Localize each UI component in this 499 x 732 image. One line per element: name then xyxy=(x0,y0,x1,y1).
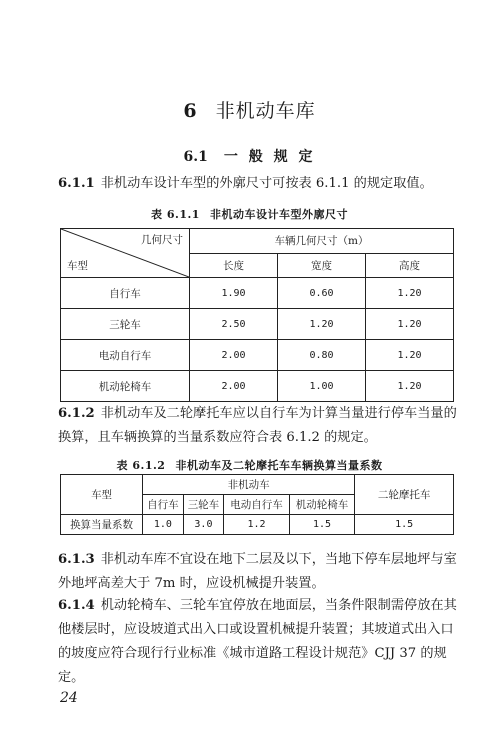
clause-text: 非机动车设计车型的外廓尺寸可按表 6.1.1 的规定取值。 xyxy=(100,176,433,191)
table-6-1-2 xyxy=(60,474,454,535)
cell-height: 1.20 xyxy=(366,278,454,309)
cell-height: 1.20 xyxy=(366,340,454,371)
clause-number: 6.1.2 xyxy=(58,406,95,421)
row-type: 电动自行车 xyxy=(61,340,190,371)
cell-bicycle: 1.0 xyxy=(143,515,184,535)
chapter-name: 非机动车库 xyxy=(215,100,316,122)
row-type: 机动轮椅车 xyxy=(61,371,190,402)
section-title xyxy=(0,146,499,166)
table-row xyxy=(61,278,454,309)
section-number: 6.1 xyxy=(183,149,208,165)
col-header-ebike: 电动自行车 xyxy=(224,495,290,515)
clause-text: 非机动车库不宜设在地下二层及以下，当地下停车层地坪与室外地坪高差大于 7m 时，应设机械提升装置。 xyxy=(58,552,457,591)
group-header: 非机动车 xyxy=(143,475,355,495)
cell-height: 1.20 xyxy=(366,371,454,402)
row-header-type: 车型 xyxy=(61,475,143,515)
clause-6-1-4 xyxy=(58,594,458,690)
section-name: 一 般 规 定 xyxy=(223,149,316,165)
cell-tricycle: 3.0 xyxy=(183,515,224,535)
group-header: 车辆几何尺寸（m） xyxy=(190,229,454,254)
clause-6-1-3 xyxy=(58,548,458,596)
clause-6-1-1 xyxy=(58,172,458,196)
cell-height: 1.20 xyxy=(366,309,454,340)
row-type: 自行车 xyxy=(61,278,190,309)
cell-wheelchair: 1.5 xyxy=(289,515,355,535)
clause-6-1-2 xyxy=(58,402,458,450)
col-header-height: 高度 xyxy=(366,253,454,278)
clause-text: 机动轮椅车、三轮车宜停放在地面层，当条件限制需停放在其他楼层时，应设坡道式出入口或设置机械提升装置；其坡道式出入口的坡度应符合现行行业标准《城市道路工程设计规范》CJJ 37 的规定。 xyxy=(58,598,457,685)
col-header-width: 宽度 xyxy=(278,253,366,278)
row-type: 三轮车 xyxy=(61,309,190,340)
cell-width: 1.00 xyxy=(278,371,366,402)
col-header-bicycle: 自行车 xyxy=(143,495,184,515)
col-header-tricycle: 三轮车 xyxy=(183,495,224,515)
cell-width: 0.80 xyxy=(278,340,366,371)
chapter-title xyxy=(0,96,499,123)
clause-number: 6.1.1 xyxy=(58,176,95,191)
table-number: 表 6.1.1 xyxy=(151,208,200,221)
diag-bottom-label: 车型 xyxy=(67,260,88,272)
table-6-1-1-caption xyxy=(0,206,499,222)
table-title: 非机动车及二轮摩托车车辆换算当量系数 xyxy=(175,459,383,472)
col-header-motorcycle: 二轮摩托车 xyxy=(355,475,454,515)
table-title: 非机动车设计车型外廓尺寸 xyxy=(209,208,348,221)
cell-length: 2.00 xyxy=(190,340,278,371)
col-header-wheelchair: 机动轮椅车 xyxy=(289,495,355,515)
cell-length: 2.50 xyxy=(190,309,278,340)
cell-width: 0.60 xyxy=(278,278,366,309)
row-label: 换算当量系数 xyxy=(61,515,143,535)
diag-top-label: 几何尺寸 xyxy=(141,234,183,246)
cell-ebike: 1.2 xyxy=(224,515,290,535)
cell-width: 1.20 xyxy=(278,309,366,340)
table-6-1-1 xyxy=(60,228,454,402)
clause-number: 6.1.4 xyxy=(58,598,95,613)
cell-length: 2.00 xyxy=(190,371,278,402)
table-row xyxy=(61,309,454,340)
cell-length: 1.90 xyxy=(190,278,278,309)
chapter-number: 6 xyxy=(183,100,198,122)
col-header-length: 长度 xyxy=(190,253,278,278)
cell-motorcycle: 1.5 xyxy=(355,515,454,535)
table-6-1-2-caption xyxy=(0,457,499,473)
diagonal-header-cell xyxy=(61,229,190,278)
table-row xyxy=(61,340,454,371)
table-row xyxy=(61,515,454,535)
page-number: 24 xyxy=(60,690,78,706)
clause-text: 非机动车及二轮摩托车应以自行车为计算当量进行停车当量的换算，且车辆换算的当量系数应符合表 6.1.2 的规定。 xyxy=(58,406,457,445)
table-row xyxy=(61,371,454,402)
clause-number: 6.1.3 xyxy=(58,552,95,567)
table-number: 表 6.1.2 xyxy=(116,459,166,472)
